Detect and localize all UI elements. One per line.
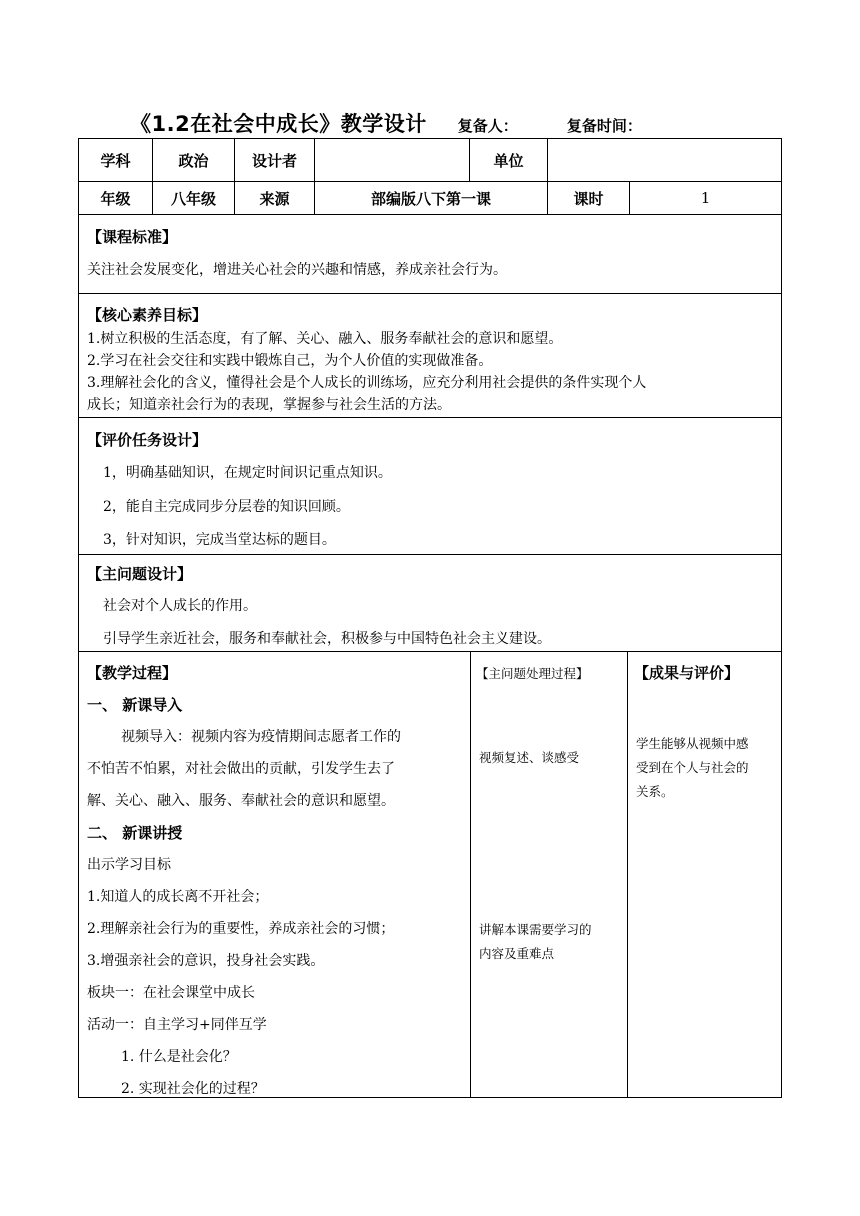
source-label: 来源 xyxy=(235,182,315,214)
reviewer-label: 复备人： xyxy=(457,117,518,135)
results-evaluation-line: 关系。 xyxy=(636,784,674,799)
teaching-process-heading: 【教学过程】 xyxy=(87,664,178,682)
evaluation-task-item: 3，针对知识，完成当堂达标的题目。 xyxy=(103,532,336,548)
evaluation-task-item: 1，明确基础知识，在规定时间识记重点知识。 xyxy=(103,465,392,481)
grade-label: 年级 xyxy=(79,182,153,214)
core-literacy-line: 3.理解社会化的含义，懂得社会是个人成长的训练场，应充分利用社会提供的条件实现个人 xyxy=(87,375,647,391)
section1-title: 一、 新课导入 xyxy=(87,696,183,714)
core-literacy-line: 1.树立积极的生活态度，有了解、关心、融入、服务奉献社会的意识和愿望。 xyxy=(87,331,563,347)
document-header xyxy=(130,108,642,138)
process-text-line: 3.增强亲社会的意识，投身社会实践。 xyxy=(87,953,325,969)
evaluation-task-item: 2，能自主完成同步分层卷的知识回顾。 xyxy=(103,499,350,515)
results-evaluation-heading: 【成果与评价】 xyxy=(634,664,740,682)
evaluation-tasks-section xyxy=(78,418,782,555)
subject-label: 学科 xyxy=(79,139,153,181)
main-question-section xyxy=(78,555,782,652)
info-row-1 xyxy=(78,138,782,182)
core-literacy-line: 2.学习在社会交往和实践中锻炼自己，为个人价值的实现做准备。 xyxy=(87,353,493,369)
section2-title: 二、 新课讲授 xyxy=(87,824,183,842)
teaching-process-section xyxy=(78,652,782,1098)
evaluation-tasks-heading: 【评价任务设计】 xyxy=(87,431,208,449)
question-handling-note: 内容及重难点 xyxy=(479,946,555,961)
core-literacy-line: 成长；知道亲社会行为的表现，掌握参与社会生活的方法。 xyxy=(87,397,451,413)
process-text-line: 板块一：在社会课堂中成长 xyxy=(87,985,255,1001)
subject-value: 政治 xyxy=(153,139,235,181)
period-value: 1 xyxy=(700,189,711,207)
process-text-line: 1.知道人的成长离不开社会； xyxy=(87,889,269,905)
process-text-line: 不怕苦不怕累，对社会做出的贡献，引发学生去了 xyxy=(87,761,395,777)
core-literacy-heading: 【核心素养目标】 xyxy=(87,306,208,324)
unit-label: 单位 xyxy=(470,139,548,181)
teaching-process-column xyxy=(79,652,471,1097)
curriculum-standard-heading: 【课程标准】 xyxy=(87,228,178,246)
question-handling-note: 讲解本课需要学习的 xyxy=(479,922,592,937)
process-question: 1. 什么是社会化？ xyxy=(121,1049,237,1065)
main-question-line: 社会对个人成长的作用。 xyxy=(103,598,257,614)
grade-value: 八年级 xyxy=(153,182,235,214)
curriculum-standard-text: 关注社会发展变化，增进关心社会的兴趣和情感，养成亲社会行为。 xyxy=(87,262,507,278)
main-question-heading: 【主问题设计】 xyxy=(87,565,193,583)
process-text-line: 2.理解亲社会行为的重要性，养成亲社会的习惯； xyxy=(87,921,395,937)
question-handling-note: 视频复述、谈感受 xyxy=(479,750,580,765)
document-title: 《1.2在社会中成长》教学设计 xyxy=(130,112,427,136)
designer-value xyxy=(315,139,470,181)
process-text-line: 视频导入：视频内容为疫情期间志愿者工作的 xyxy=(121,729,401,745)
review-time-label: 复备时间： xyxy=(566,117,642,135)
core-literacy-section xyxy=(78,294,782,418)
process-question: 2. 实现社会化的过程？ xyxy=(121,1081,265,1097)
info-row-2 xyxy=(78,182,782,215)
results-evaluation-line: 受到在个人与社会的 xyxy=(636,760,749,775)
curriculum-standard-section xyxy=(78,215,782,294)
process-text-line: 活动一：自主学习+同伴互学 xyxy=(87,1017,267,1033)
process-text-line: 解、关心、融入、服务、奉献社会的意识和愿望。 xyxy=(87,793,395,809)
designer-label: 设计者 xyxy=(235,139,315,181)
main-question-line: 引导学生亲近社会，服务和奉献社会，积极参与中国特色社会主义建设。 xyxy=(103,631,551,647)
source-value: 部编版八下第一课 xyxy=(315,182,548,214)
question-handling-column xyxy=(471,652,628,1097)
period-label: 课时 xyxy=(548,182,630,214)
question-handling-heading: 【主问题处理过程】 xyxy=(476,666,589,681)
lesson-plan-table xyxy=(78,138,782,1098)
process-text-line: 出示学习目标 xyxy=(87,857,171,873)
unit-value xyxy=(548,139,781,181)
results-evaluation-line: 学生能够从视频中感 xyxy=(636,736,749,751)
results-evaluation-column xyxy=(628,652,781,1097)
